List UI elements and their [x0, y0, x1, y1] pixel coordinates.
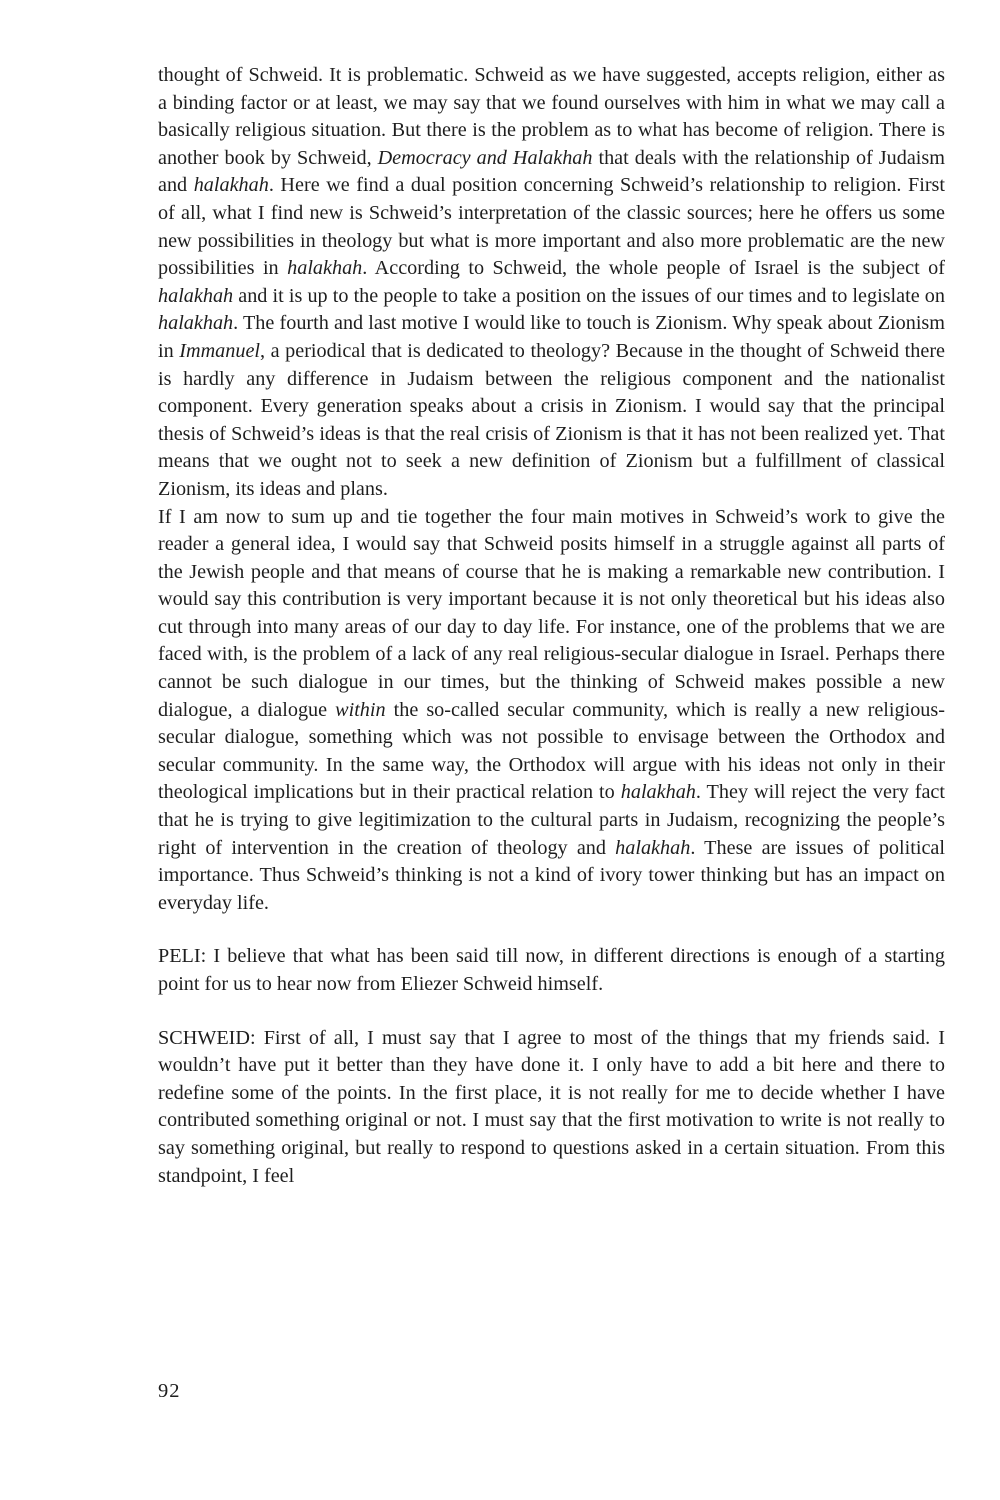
italic-text: Immanuel [179, 339, 261, 362]
body-text: SCHWEID: First of all, I must say that I agree to most of the things that my friends said. I wouldn’t have put it better than they have done it. I only have to add a bit here and there to redefine some of the points. In the first place, it is not really for me to decide whether I have contributed something original or not. I must say that the first motivation to write is not really to say something original, but really to respond to questions asked in a certain situation. From this standpoint, I feel [158, 1026, 945, 1187]
body-text: . According to Schweid, the whole people of Israel is the subject of [362, 257, 945, 280]
body-text: and it is up to the people to take a position on the issues of our times and to legislate on [233, 284, 945, 307]
body-text: . They will reject the very fact that he is trying to give legitimization to the cultural parts in Judaism, recognizing the people’s right of intervention in the creation of theology and [158, 781, 945, 859]
italic-text: Democracy and Halakhah [377, 146, 593, 169]
body-text: . These are issues of political importance. Thus Schweid’s thinking is not a kind of ivory tower thinking but has an impact on everyday life. [158, 836, 945, 914]
italic-text: halakhah [158, 312, 234, 335]
italic-text: halakhah [615, 836, 691, 859]
body-text: . The fourth and last motive I would like to touch is Zionism. Why speak about Zionism in [158, 312, 945, 362]
italic-text: halakhah [158, 284, 234, 307]
body-text: the so-called secular community, which is really a new religious-secular dialogue, something which was not possible to envisage between the Orthodox and secular community. In the same way, the Orthodox will argue with his ideas not only in their theological implications but in their practical relation to [158, 698, 945, 804]
body-text: thought of Schweid. It is problematic. Schweid as we have suggested, accepts religion, either as a binding factor or at least, we may say that we found ourselves with him in what we may call a basically religious situation. But there is the problem as to what has become of religion. There is another book by Schweid, [158, 64, 945, 169]
italic-text: halakhah [287, 257, 363, 280]
italic-text: halakhah [620, 781, 696, 804]
page-number: 92 [158, 1380, 181, 1402]
body-text: PELI: I believe that what has been said till now, in different directions is enough of a starting point for us to hear now from Eliezer Schweid himself. [158, 945, 945, 995]
body-text: If I am now to sum up and tie together the four main motives in Schweid’s work to give the reader a general idea, I would say that Schweid posits himself in a struggle against all parts of the Jewish people and that means of course that he is making a remarkable new contribution. I would say this contribution is very important because it is not only theoretical but his ideas also cut through into many areas of our day to day life. For instance, one of the problems that we are faced with, is the problem of a lack of any real religious-secular dialogue in Israel. Perhaps there cannot be such dialogue in our times, but the thinking of Schweid makes possible a new dialogue, a dialogue [158, 505, 945, 721]
paragraph-summary [158, 504, 945, 918]
body-text: that deals with the relationship of Judaism and [158, 146, 945, 197]
paragraph-peli [158, 943, 945, 998]
paragraph-schweid [158, 1025, 945, 1191]
italic-text: within [335, 698, 386, 721]
italic-text: halakhah [193, 174, 269, 197]
page-body [158, 62, 945, 1190]
paragraph-continuation [158, 62, 945, 504]
body-text: . Here we find a dual position concerning Schweid’s relationship to religion. First of all, what I find new is Schweid’s interpretation of the classic sources; here he offers us some new possibilities in theology but what is more important and also more problematic are the new possibilities in [158, 174, 946, 280]
body-text: , a periodical that is dedicated to theology? Because in the thought of Schweid there is hardly any difference in Judaism between the religious component and the nationalist component. Every generation speaks about a crisis in Zionism. I would say that the principal thesis of Schweid’s ideas is that the real crisis of Zionism is that it has not been realized yet. That means that we ought not to seek a new definition of Zionism but a fulfillment of classical Zionism, its ideas and plans. [158, 339, 946, 500]
